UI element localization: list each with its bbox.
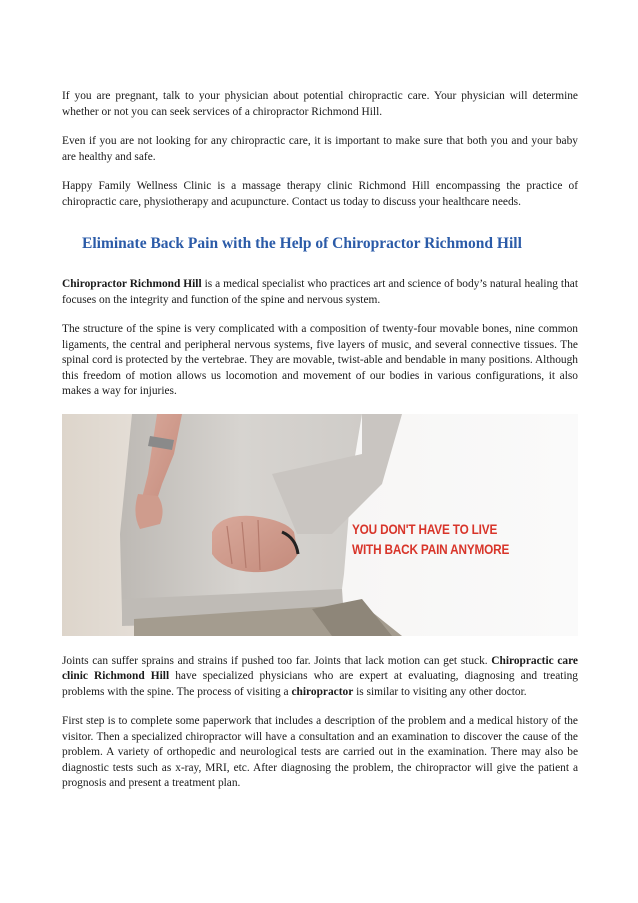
paragraph-pregnancy: If you are pregnant, talk to your physician about potential chiropractic care. Your physician will determine whether or not you can seek services of a chiropractor Richmond Hill.	[62, 90, 578, 118]
paragraph-chiropractor-definition	[62, 277, 578, 308]
joints-text-a: Joints can suffer sprains and strains if pushed too far. Joints that lack motion can get stuck.	[62, 654, 492, 667]
joints-text-c: is similar to visiting any other doctor.	[353, 685, 527, 698]
paragraph-spine-structure: The structure of the spine is very complicated with a composition of twenty-four movable bones, nine common ligaments, the central and peripheral nervous systems, five layers of music, and several connective tissues. The spinal cord is protected by the vertebrae. They are movable, twist-able and bendable in many positions. Although this freedom of motion allows us locomotion and movement of our bodies in various configurations, it also makes a way for injuries.	[62, 323, 578, 397]
paragraph-first-step: First step is to complete some paperwork that includes a description of the problem and a medical history of the visitor. Then a specialized chiropractor will have a consultation and an examination to discover the cause of the problem. A variety of orthopedic and neurological tests are carried out in the examination. There may also be diagnostic tests such as x-ray, MRI, etc. After diagnosing the problem, the chiropractor will give the patient a prognosis and present a treatment plan.	[62, 715, 578, 789]
section-heading: Eliminate Back Pain with the Help of Chiropractor Richmond Hill	[82, 235, 522, 252]
paragraph-joints	[62, 654, 578, 701]
back-pain-banner	[352, 520, 528, 560]
back-pain-photo	[62, 414, 578, 636]
banner-line-1: YOU DON'T HAVE TO LIVE	[352, 521, 498, 537]
paragraph-baby-health: Even if you are not looking for any chiropractic care, it is important to make sure that both you and your baby are healthy and safe.	[62, 135, 578, 163]
page-content	[62, 89, 578, 806]
paragraph-clinic-intro: Happy Family Wellness Clinic is a massage therapy clinic Richmond Hill encompassing the practice of chiropractic care, physiotherapy and acupuncture. Contact us today to discuss your healthcare needs.	[62, 180, 578, 208]
definition-text: is a medical specialist who practices art and science of body’s natural healing that focuses on the integrity and function of the spine and nervous system.	[62, 278, 579, 306]
banner-line-2: WITH BACK PAIN ANYMORE	[352, 541, 510, 557]
bold-chiropractic-care-clinic: Chiropractic care clinic Richmond Hill	[62, 654, 578, 682]
joints-text-b: have specialized physicians who are expert at evaluating, diagnosing and treating problems with the spine. The process of visiting a	[62, 670, 578, 698]
bold-chiropractor-richmond-hill: Chiropractor Richmond Hill	[62, 278, 202, 290]
bold-chiropractor: chiropractor	[291, 685, 354, 698]
